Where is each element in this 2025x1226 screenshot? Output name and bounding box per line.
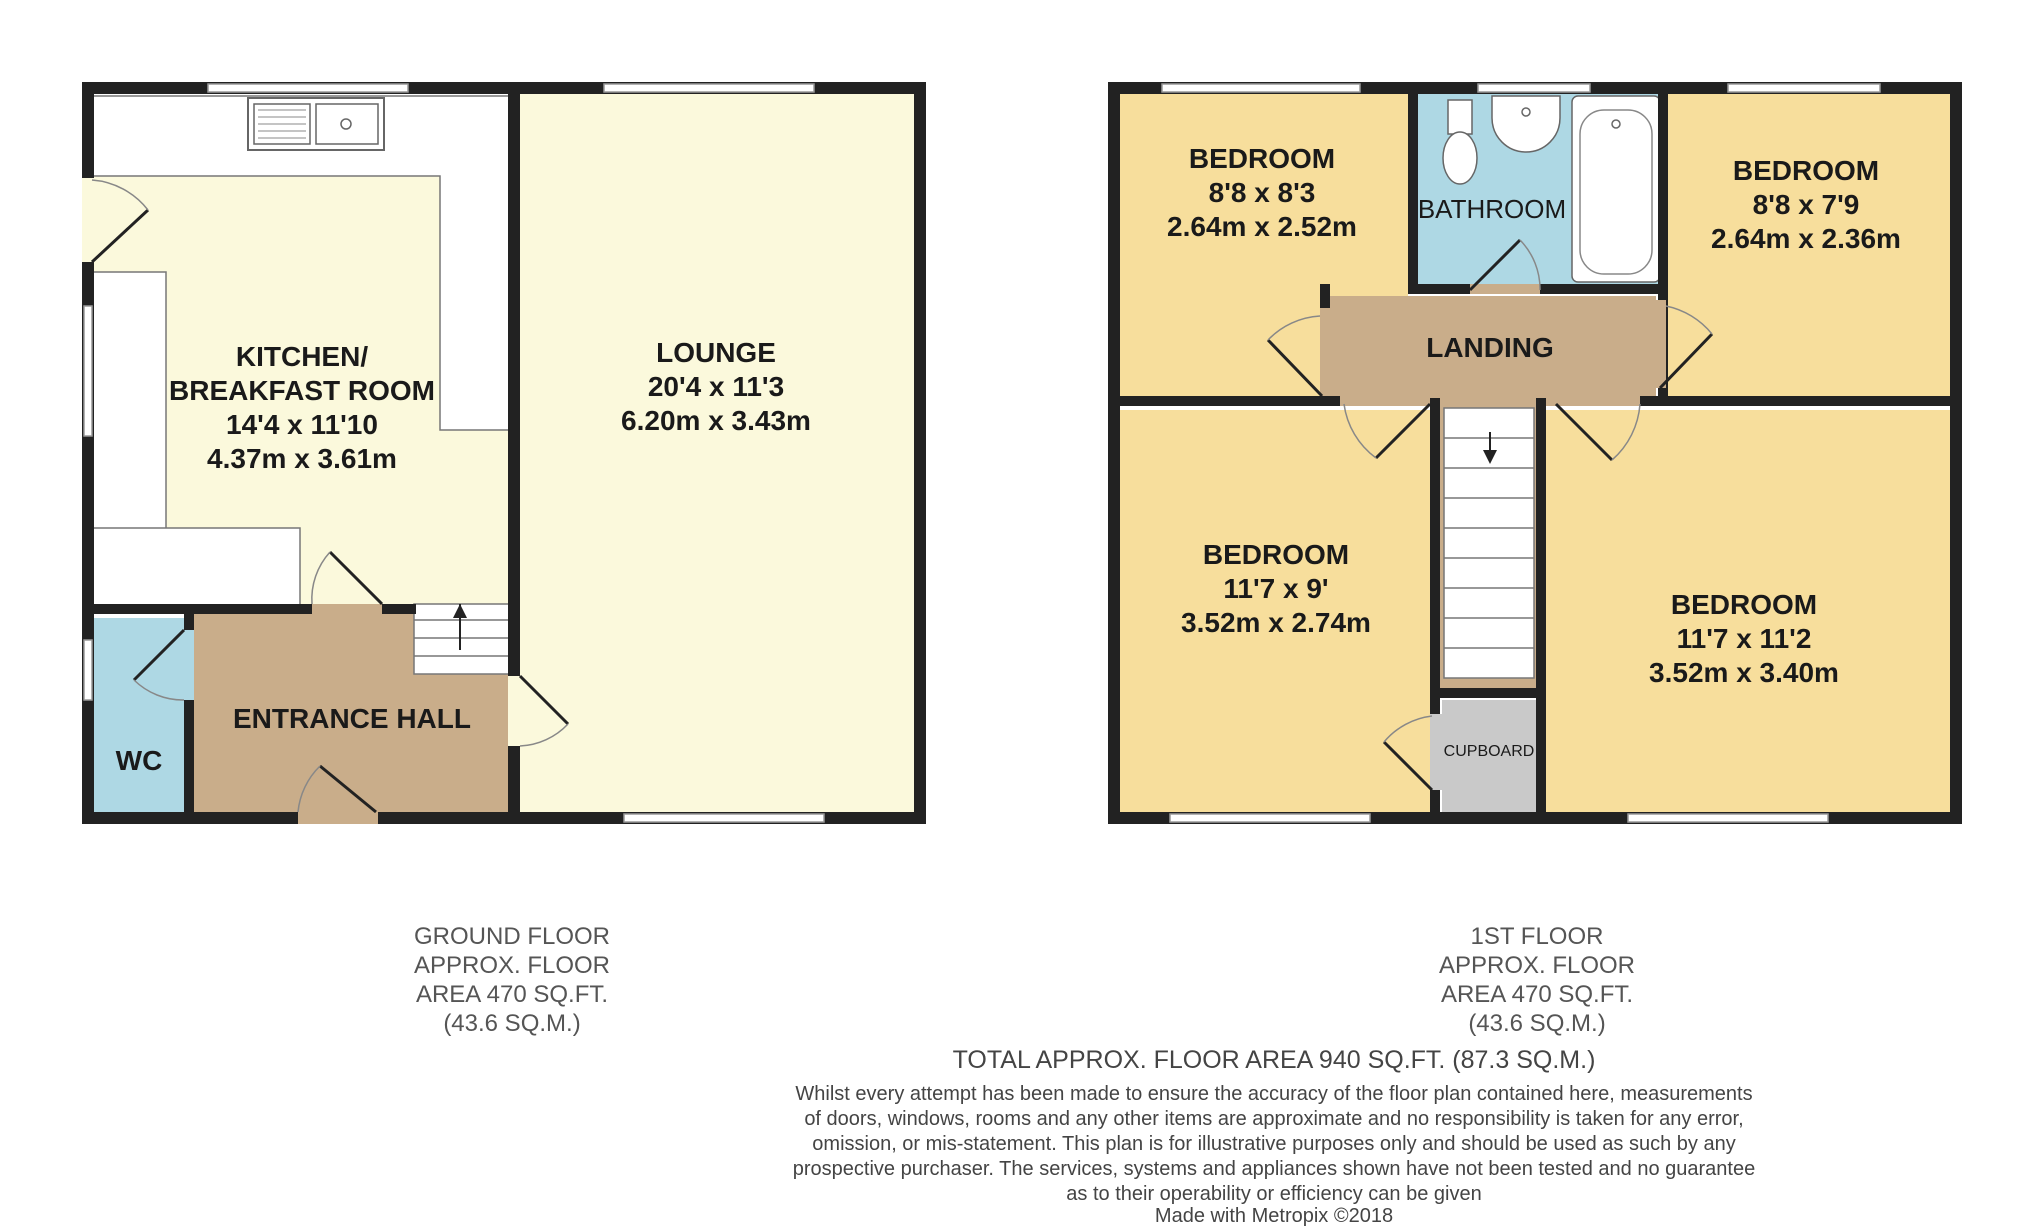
window-bed-bl xyxy=(1170,814,1370,822)
kitchen-worktop-bottom xyxy=(92,528,300,608)
ff-wall-cupboard-top xyxy=(1440,688,1536,698)
gf-wall-hall-top xyxy=(382,604,416,614)
ff-wall-bedbl-left-inner xyxy=(1332,396,1340,406)
window-bed-tr xyxy=(1728,84,1880,92)
bedroom-br-dim-metric: 3.52m x 3.40m xyxy=(1649,657,1839,688)
disclaimer xyxy=(793,1083,1755,1205)
ground-floor-caption xyxy=(414,923,610,1037)
window-lounge-top xyxy=(604,84,814,92)
door-gap-bed-br xyxy=(1546,396,1640,406)
disclaimer-line: omission, or mis-statement. This plan is for illustrative purposes only and should be used as such by any xyxy=(812,1133,1736,1155)
kitchen-name-line2: BREAKFAST ROOM xyxy=(169,375,435,406)
door-gap-hall-lounge xyxy=(508,676,520,746)
door-gap-wc xyxy=(184,630,194,700)
bedroom-tr-dim-imperial: 8'8 x 7'9 xyxy=(1752,189,1860,220)
bedroom-bl-name: BEDROOM xyxy=(1202,539,1350,570)
ff-wall-landing-left xyxy=(1320,284,1330,308)
toilet-icon xyxy=(1443,100,1477,184)
total-area: TOTAL APPROX. FLOOR AREA 940 SQ.FT. (87.3 SQ.M.) xyxy=(952,1046,1596,1074)
sink-icon xyxy=(248,98,384,150)
ground-floor-plan xyxy=(82,82,926,824)
wc-name: WC xyxy=(115,745,163,776)
kitchen-worktop-left xyxy=(92,272,166,530)
gf-wall-right xyxy=(914,82,926,824)
landing-name: LANDING xyxy=(1426,332,1554,363)
door-gap-cupboard xyxy=(1430,714,1442,790)
door-gap-bed-bl xyxy=(1340,396,1430,406)
ff-caption-line3: AREA 470 SQ.FT. xyxy=(1440,981,1634,1008)
window-bed-br xyxy=(1628,814,1828,822)
ff-wall-left xyxy=(1108,82,1120,824)
first-floor-caption xyxy=(1439,923,1635,1037)
bedroom-br-name: BEDROOM xyxy=(1670,589,1818,620)
ff-caption-line2: APPROX. FLOOR xyxy=(1438,952,1636,979)
window-kitchen-left xyxy=(84,306,92,436)
bedroom-tl-name: BEDROOM xyxy=(1188,143,1336,174)
entrance-hall-name: ENTRANCE HALL xyxy=(233,703,471,734)
disclaimer-line: of doors, windows, rooms and any other items are approximate and no responsibility is taken for any error, xyxy=(804,1108,1744,1130)
ff-wall-bed-bath xyxy=(1408,82,1418,290)
cupboard-name: CUPBOARD xyxy=(1443,743,1535,760)
disclaimer-line: as to their operability or efficiency can be given xyxy=(1066,1183,1482,1205)
ff-wall-bath-bottom-r xyxy=(1540,284,1668,294)
lounge-name: LOUNGE xyxy=(656,337,776,368)
lounge-area xyxy=(520,92,916,815)
kitchen-dim-imperial: 14'4 x 11'10 xyxy=(226,409,378,440)
gf-wall-kitchen-hall xyxy=(92,604,312,614)
first-floor-plan xyxy=(1108,82,1962,824)
disclaimer-line: Whilst every attempt has been made to ensure the accuracy of the floor plan contained here, measurements xyxy=(795,1083,1753,1105)
bedroom-tl-dim-metric: 2.64m x 2.52m xyxy=(1167,211,1357,242)
kitchen-name-line1: KITCHEN/ xyxy=(235,341,369,372)
bedroom-bl-dim-metric: 3.52m x 2.74m xyxy=(1181,607,1371,638)
window-bath xyxy=(1478,84,1590,92)
window-wc-left xyxy=(84,640,92,700)
door-gap-bed-tr xyxy=(1656,300,1666,388)
ff-caption-line4: (43.6 SQ.M.) xyxy=(1468,1010,1606,1037)
lounge-dim-imperial: 20'4 x 11'3 xyxy=(647,371,785,402)
bedroom-br-dim-imperial: 11'7 x 11'2 xyxy=(1676,623,1812,654)
bedroom-tr-name: BEDROOM xyxy=(1732,155,1880,186)
kitchen-dim-metric: 4.37m x 3.61m xyxy=(207,443,397,474)
ff-wall-bath-bottom xyxy=(1408,284,1470,294)
ff-wall-right xyxy=(1950,82,1962,824)
door-gap-front xyxy=(298,812,378,824)
door-gap-hall-kitchen xyxy=(312,604,382,614)
door-gap-kitchen-left xyxy=(82,178,94,262)
ff-wall-bedtl-bottom xyxy=(1108,396,1332,406)
bedroom-bl-dim-imperial: 11'7 x 9' xyxy=(1223,573,1329,604)
ff-wall-bedtr-bottom xyxy=(1640,396,1962,406)
gf-caption-line1: GROUND FLOOR xyxy=(413,923,611,950)
window-lounge-bottom xyxy=(624,814,824,822)
door-gap-bed-tl xyxy=(1320,308,1330,396)
window-kitchen-top xyxy=(208,84,408,92)
door-gap-bath xyxy=(1470,284,1540,294)
gf-caption-line4: (43.6 SQ.M.) xyxy=(443,1010,581,1037)
wc-area xyxy=(92,618,184,815)
bedroom-tl-dim-imperial: 8'8 x 8'3 xyxy=(1208,177,1316,208)
window-bed-tl xyxy=(1162,84,1360,92)
ff-caption-line1: 1ST FLOOR xyxy=(1470,923,1604,950)
bedroom-tr-dim-metric: 2.64m x 2.36m xyxy=(1711,223,1901,254)
first-floor-stairs xyxy=(1444,408,1534,678)
bathtub-icon xyxy=(1572,96,1660,282)
ground-floor-stairs xyxy=(414,604,510,674)
ff-wall-stair-right xyxy=(1536,398,1546,816)
bathroom-name: BATHROOM xyxy=(1417,194,1567,224)
disclaimer-line: prospective purchaser. The services, systems and appliances shown have not been tested and no guarantee xyxy=(792,1158,1756,1180)
gf-caption-line2: APPROX. FLOOR xyxy=(413,952,611,979)
credit: Made with Metropix ©2018 xyxy=(1154,1205,1394,1226)
gf-caption-line3: AREA 470 SQ.FT. xyxy=(415,981,609,1008)
lounge-dim-metric: 6.20m x 3.43m xyxy=(621,405,811,436)
